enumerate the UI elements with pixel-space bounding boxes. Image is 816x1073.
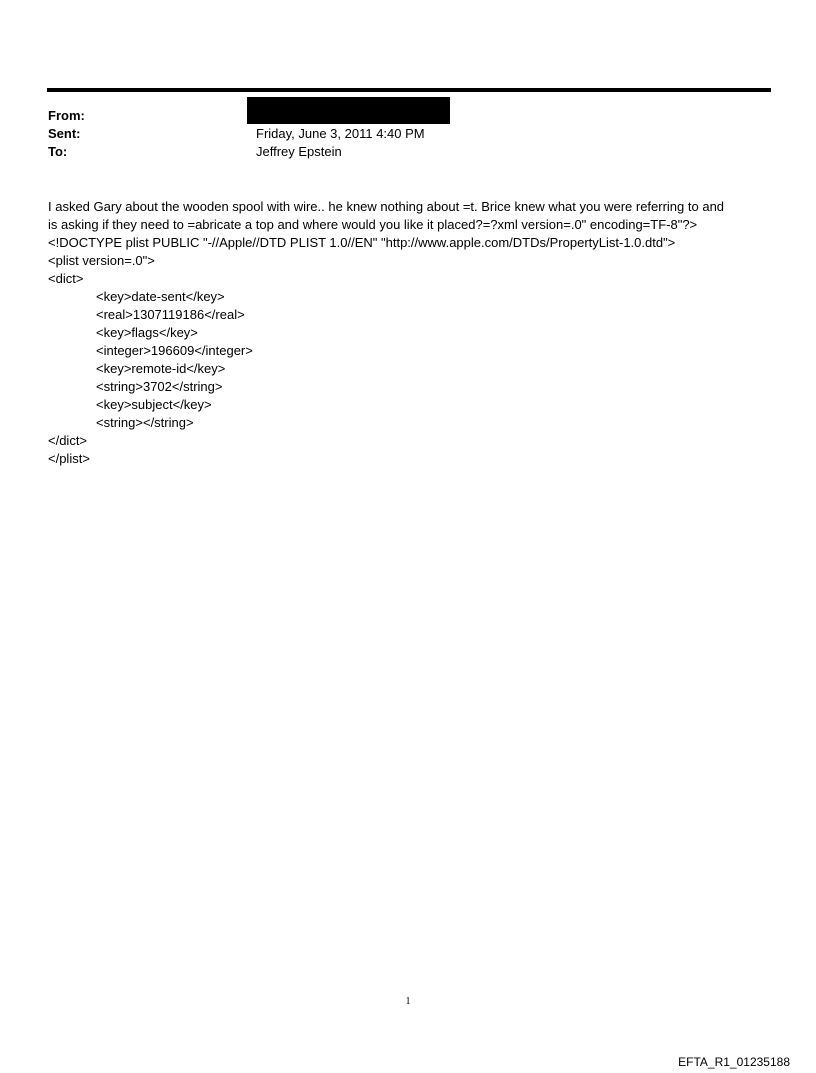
body-line: <real>1307119186</real> (96, 307, 245, 322)
body-line: <string>3702</string> (96, 379, 223, 394)
body-line: I asked Gary about the wooden spool with wire.. he knew nothing about =t. Brice knew what you were referring to and (48, 199, 725, 214)
body-line: </dict> (48, 433, 88, 448)
body-line: <!DOCTYPE plist PUBLIC "-//Apple//DTD PLIST 1.0//EN" "http://www.apple.com/DTDs/PropertyList-1.0.dtd"> (48, 235, 676, 250)
body-line: <key>subject</key> (96, 397, 212, 412)
body-line: <key>date-sent</key> (96, 289, 225, 304)
body-line: <key>remote-id</key> (96, 361, 226, 376)
sent-label: Sent: (48, 126, 81, 141)
email-body (48, 198, 772, 468)
body-line: <integer>196609</integer> (96, 343, 253, 358)
header-rule (47, 88, 771, 92)
to-value: Jeffrey Epstein (256, 144, 342, 159)
bates-number: EFTA_R1_01235188 (678, 1055, 790, 1069)
to-label: To: (48, 144, 68, 159)
body-line: <string></string> (96, 415, 194, 430)
body-line: is asking if they need to =abricate a top and where would you like it placed?=?xml version=.0" encoding=TF-8"?> (48, 217, 698, 232)
from-label: From: (48, 108, 85, 123)
body-line: <key>flags</key> (96, 325, 198, 340)
sent-value: Friday, June 3, 2011 4:40 PM (256, 126, 425, 141)
body-line: <dict> (48, 271, 84, 286)
body-line: </plist> (48, 451, 90, 466)
body-line: <plist version=.0"> (48, 253, 155, 268)
page-number: 1 (405, 996, 411, 1007)
redaction-block (247, 97, 450, 124)
